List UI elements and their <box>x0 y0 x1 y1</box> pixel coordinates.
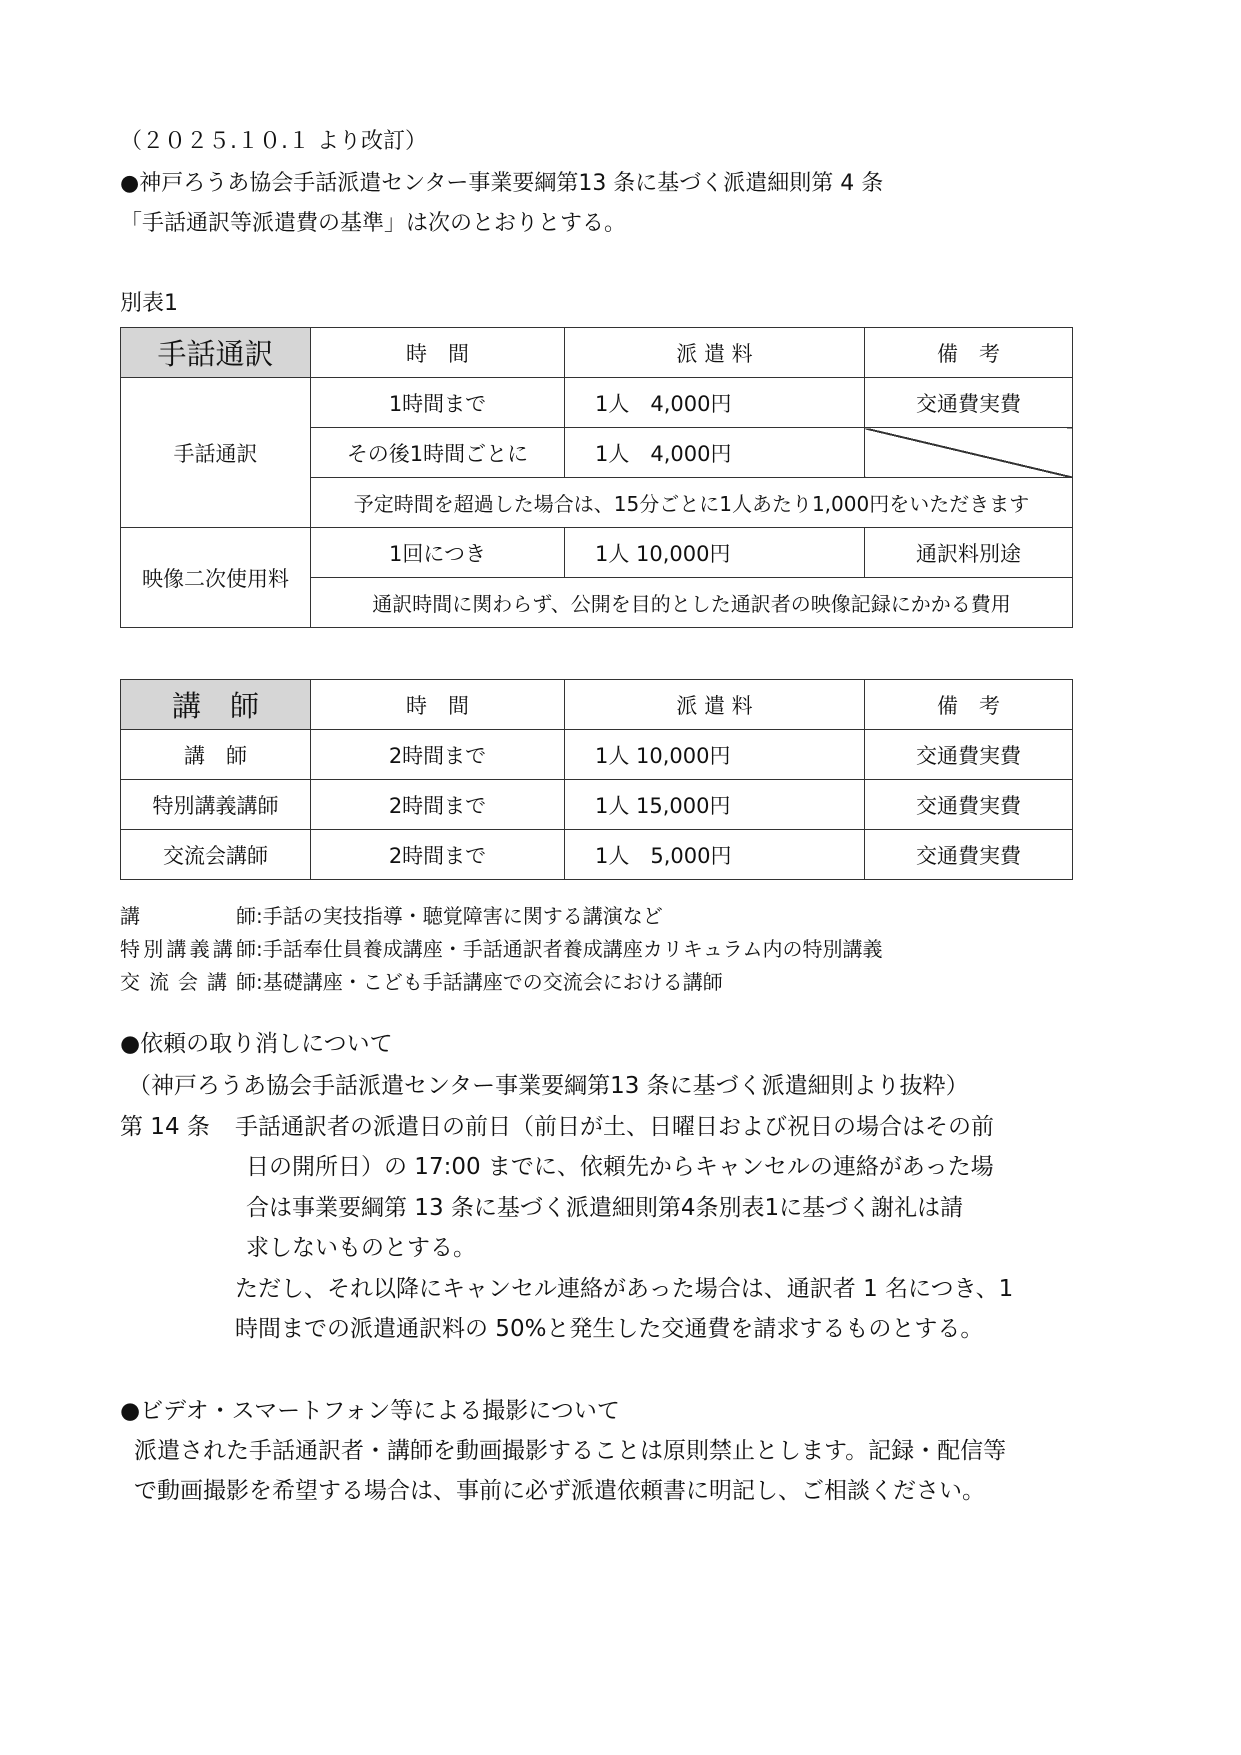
definition-term: 交 流 会 講 師 <box>120 970 256 994</box>
cell-remarks: 交通費実費 <box>865 830 1073 880</box>
table-header-remarks: 備 考 <box>865 328 1073 378</box>
cell-fee: 1人 10,000円 <box>565 730 865 780</box>
article-line: 時間までの派遣通訳料の 50%と発生した交通費を請求するものとする。 <box>235 1316 984 1342</box>
cell-time: 2時間まで <box>311 730 565 780</box>
intro-line-2: 「手話通訳等派遣費の基準」は次のとおりとする。 <box>120 211 627 236</box>
table-row <box>121 830 1073 880</box>
cell-fee: 1人 4,000円 <box>565 428 865 478</box>
table-header-row <box>121 328 1073 378</box>
lecturer-fee-table <box>120 679 1073 880</box>
table-header-fee: 派 遣 料 <box>565 680 865 730</box>
definition-term: 特別講義講師 <box>120 937 256 961</box>
table-header-time: 時 間 <box>311 680 565 730</box>
cell-remarks-empty <box>865 428 1073 478</box>
article-line: 合は事業要綱第 13 条に基づく派遣細則第4条別表1に基づく謝礼は請 <box>246 1195 964 1221</box>
intro-line-1: ●神戸ろうあ協会手話派遣センター事業要綱第13 条に基づく派遣細則第 4 条 <box>120 171 884 196</box>
video-text-line: で動画撮影を希望する場合は、事前に必ず派遣依頼書に明記し、ご相談ください。 <box>134 1478 985 1504</box>
cell-fee: 1人 5,000円 <box>565 830 865 880</box>
table-row <box>121 780 1073 830</box>
lecturer-definitions <box>120 900 883 999</box>
definition-item <box>120 933 883 966</box>
definition-item <box>120 966 883 999</box>
cell-remarks: 交通費実費 <box>865 780 1073 830</box>
definition-desc: :基礎講座・こども手話講座での交流会における講師 <box>256 970 723 994</box>
overtime-note: 予定時間を超過した場合は、15分ごとに1人あたり1,000円をいただきます <box>311 478 1073 528</box>
definition-term: 講 師 <box>120 904 256 928</box>
revision-note: （２０２５.１０.１ より改訂） <box>120 129 427 154</box>
table-row <box>121 528 1073 578</box>
cell-category: 講 師 <box>121 730 311 780</box>
article-line: 手話通訳者の派遣日の前日（前日が土、日曜日および祝日の場合はその前 <box>235 1114 994 1140</box>
table-header-row <box>121 680 1073 730</box>
article-number: 第 14 条 <box>120 1114 210 1140</box>
cell-fee: 1人 15,000円 <box>565 780 865 830</box>
definition-item <box>120 900 883 933</box>
cell-remarks: 交通費実費 <box>865 730 1073 780</box>
table-label: 別表1 <box>120 291 178 316</box>
video-section-title: ●ビデオ・スマートフォン等による撮影について <box>120 1398 620 1424</box>
video-use-note: 通訳時間に関わらず、公開を目的とした通訳者の映像記録にかかる費用 <box>311 578 1073 628</box>
group-label-video-use: 映像二次使用料 <box>121 528 311 628</box>
table-header-remarks: 備 考 <box>865 680 1073 730</box>
cell-time: 2時間まで <box>311 830 565 880</box>
cell-time: 1回につき <box>311 528 565 578</box>
table-row <box>121 730 1073 780</box>
article-line: ただし、それ以降にキャンセル連絡があった場合は、通訳者 1 名につき、1 <box>235 1276 1014 1302</box>
table-header-category: 手話通訳 <box>121 328 311 378</box>
cell-time: その後1時間ごとに <box>311 428 565 478</box>
cell-category: 交流会講師 <box>121 830 311 880</box>
table-header-time: 時 間 <box>311 328 565 378</box>
cell-category: 特別講義講師 <box>121 780 311 830</box>
interpreter-fee-table <box>120 327 1073 628</box>
cell-time: 2時間まで <box>311 780 565 830</box>
video-text-line: 派遣された手話通訳者・講師を動画撮影することは原則禁止とします。記録・配信等 <box>134 1438 1007 1464</box>
definition-desc: :手話の実技指導・聴覚障害に関する講演など <box>256 904 663 928</box>
cancel-source-note: （神戸ろうあ協会手話派遣センター事業要綱第13 条に基づく派遣細則より抜粋） <box>128 1073 969 1099</box>
cell-remarks: 交通費実費 <box>865 378 1073 428</box>
article-line: 日の開所日）の 17:00 までに、依頼先からキャンセルの連絡があった場 <box>246 1154 994 1180</box>
cell-fee: 1人 10,000円 <box>565 528 865 578</box>
cell-time: 1時間まで <box>311 378 565 428</box>
table-header-fee: 派 遣 料 <box>565 328 865 378</box>
table-header-category: 講 師 <box>121 680 311 730</box>
cancel-section-title: ●依頼の取り消しについて <box>120 1031 393 1057</box>
table-row <box>121 378 1073 428</box>
article-line: 求しないものとする。 <box>246 1235 476 1261</box>
definition-desc: :手話奉仕員養成講座・手話通訳者養成講座カリキュラム内の特別講義 <box>256 937 883 961</box>
group-label-interpretation: 手話通訳 <box>121 378 311 528</box>
cell-remarks: 通訳料別途 <box>865 528 1073 578</box>
cell-fee: 1人 4,000円 <box>565 378 865 428</box>
